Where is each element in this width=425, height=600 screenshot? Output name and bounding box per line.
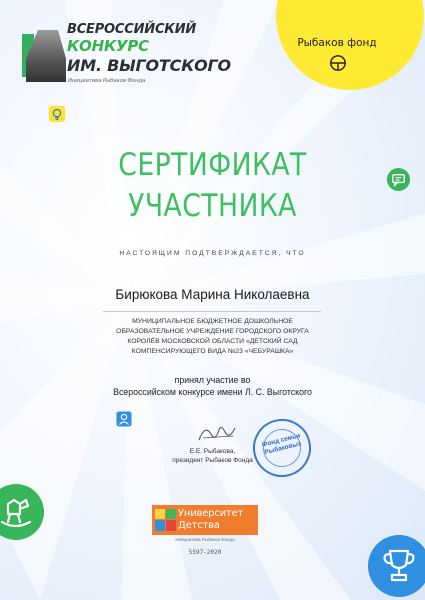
organization-text: МУНИЦИПАЛЬНОЕ БЮДЖЕТНОЕ ДОШКОЛЬНОЕ ОБРАЗОВАТЕЛЬНОЕ УЧРЕЖДЕНИЕ ГОРОДСКОГО ОКРУГА КОРОЛЁВ МОСКОВСКОЙ ОБЛАСТИ «ДЕТСКИЙ САД КОМПЕНСИРУЮЩЕГО ВИДА №23 «ЧЕБУРАШКА» (116, 318, 309, 355)
trophy-icon (366, 533, 425, 599)
contest-logo-line2: КОНКУРС (67, 37, 149, 55)
puzzle-icon (155, 509, 176, 531)
participation-text: принял участие во Всероссийском конкурсе имени Л. С. Выготского (113, 375, 312, 397)
certificate-title-line2: УЧАСТНИКА (128, 188, 297, 224)
contest-logo-line1: ВСЕРОССИЙСКИЙ (67, 22, 197, 37)
contest-logo-line3: ИМ. ВЫГОТСКОГО (67, 56, 231, 75)
contest-logo (22, 17, 231, 93)
name-underline (103, 311, 321, 312)
rocking-horse-icon (0, 482, 46, 542)
fund-emblem-icon (329, 54, 347, 72)
person-badge-icon (116, 411, 132, 427)
signature (195, 420, 239, 446)
certificate-title-line1: СЕРТИФИКАТ (118, 147, 307, 183)
university-name: Университет Детства (178, 508, 244, 531)
lightbulb-icon (48, 105, 66, 123)
stamp-text: Фонд семьи Рыбаковых (261, 432, 303, 457)
university-logo (152, 505, 258, 535)
fund-name: Рыбаков фонд (297, 37, 377, 49)
signer-info: Е.Е. Рыбакова, президент Рыбаков Фонда (172, 448, 253, 464)
chat-bubble-icon (386, 167, 411, 192)
confirmation-text: НАСТОЯЩИМ ПОДТВЕРЖДАЕТСЯ, ЧТО (119, 250, 306, 257)
university-subtitle: Инициатива Рыбаков Фонда (175, 537, 235, 542)
contest-logo-tagline: Инициатива Рыбаков Фонда (68, 78, 146, 84)
participant-name: Бирюкова Марина Николаевна (115, 287, 310, 302)
certificate-number: 5597-2020 (188, 549, 222, 556)
